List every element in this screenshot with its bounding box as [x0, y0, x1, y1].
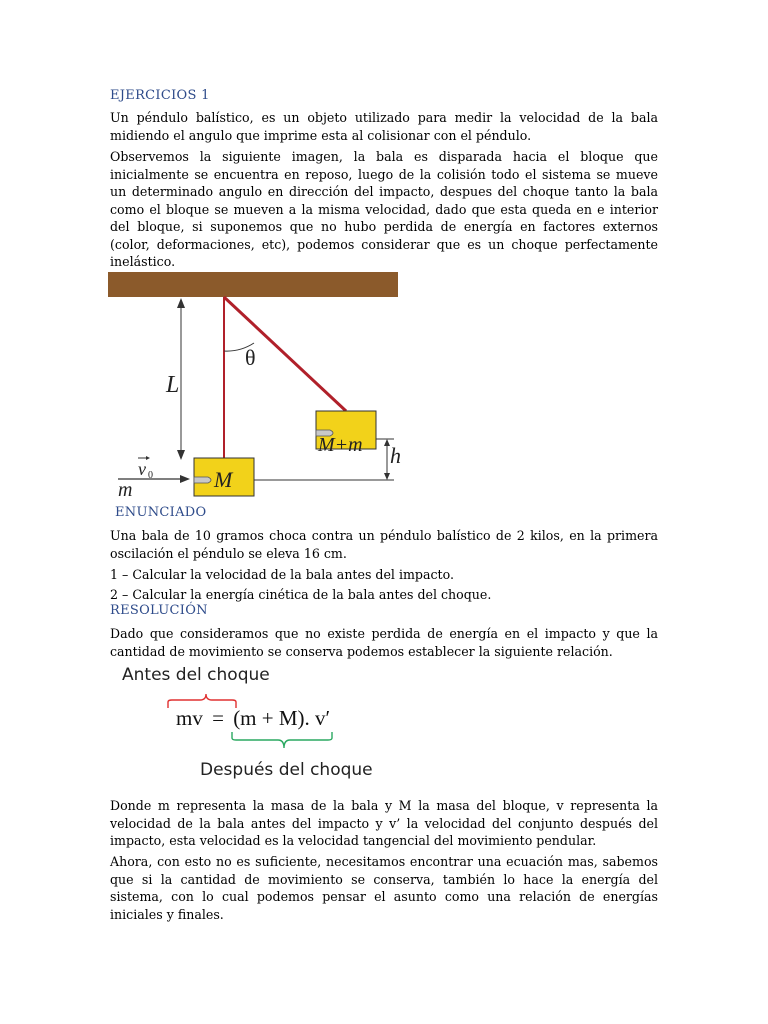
paragraph-observemos: Observemos la siguiente imagen, la bala es disparada hacia el bloque que inicialmente se encuentra en reposo, luego de la colisión todo el sistema se mueve un determinado angulo en dirección del impacto, despues del choque tanto la bala como el bloque se mueven a la misma velocidad, dado que esta queda en e interior del bloque, si suponemos que no hubo perdida de energía en factores externos (color, deformaciones, etc), podemos considerar que es un choque perfectamente inelástico. [110, 149, 658, 269]
bullet-in-block-icon [194, 477, 211, 483]
arrow-up-icon [177, 298, 185, 308]
momentum-equation [176, 706, 330, 731]
brace-despues [232, 732, 332, 748]
paragraph-intro: Un péndulo balístico, es un objeto utilizado para medir la velocidad de la bala midiendo el angulo que imprime esta al colisionar con el péndulo. [110, 110, 658, 143]
height-arrow-down-icon [384, 473, 390, 480]
pendulum-string-swung [224, 297, 346, 411]
caption-despues-del-choque: Después del choque [200, 760, 373, 780]
equation-equals: = [212, 706, 224, 730]
velocity-arrow-icon [180, 475, 190, 483]
equation-rhs: (m + M). v′ [233, 706, 331, 730]
label-length: L [166, 372, 180, 398]
list-item-1: 1 – Calcular la velocidad de la bala antes del impacto. [110, 567, 454, 582]
label-bullet-mass: m [118, 479, 133, 501]
label-combined-mass: M+m [318, 434, 363, 456]
equation-lhs: mv [176, 706, 203, 730]
heading-ejercicios: EJERCICIOS 1 [110, 88, 210, 103]
paragraph-resolucion: Dado que consideramos que no existe perdida de energía en el impacto y que la cantidad de movimiento se conserva podemos establecer la siguiente relación. [110, 626, 658, 659]
arrow-down-icon [177, 450, 185, 460]
label-velocity: v [138, 459, 146, 479]
paragraph-enunciado: Una bala de 10 gramos choca contra un péndulo balístico de 2 kilos, en la primera oscilación el péndulo se eleva 16 cm. [110, 528, 658, 561]
paragraph-donde: Donde m representa la masa de la bala y M la masa del bloque, v representa la velocidad de la bala antes del impacto y v’ la velocidad del conjunto después del impacto, esta velocidad es la velocidad tangencial del movimiento pendular. [110, 798, 658, 848]
label-theta: θ [245, 345, 256, 370]
heading-resolucion: RESOLUCIÓN [110, 603, 208, 618]
list-item-2: 2 – Calcular la energía cinética de la bala antes del choque. [110, 587, 492, 602]
label-block-mass: M [214, 467, 233, 492]
caption-antes-del-choque: Antes del choque [122, 665, 270, 685]
velocity-vector-arrow-icon [146, 456, 150, 460]
label-velocity-subscript: 0 [148, 470, 153, 481]
ballistic-pendulum-diagram [108, 268, 401, 504]
heading-enunciado: ENUNCIADO [115, 505, 207, 520]
label-height: h [390, 443, 401, 468]
ceiling [108, 272, 398, 297]
paragraph-ahora: Ahora, con esto no es suficiente, necesitamos encontrar una ecuación mas, sabemos que si la cantidad de movimiento se conserva, también lo hace la energía del sistema, con lo cual podemos pensar el asunto como una relación de energías iniciales y finales. [110, 854, 658, 922]
